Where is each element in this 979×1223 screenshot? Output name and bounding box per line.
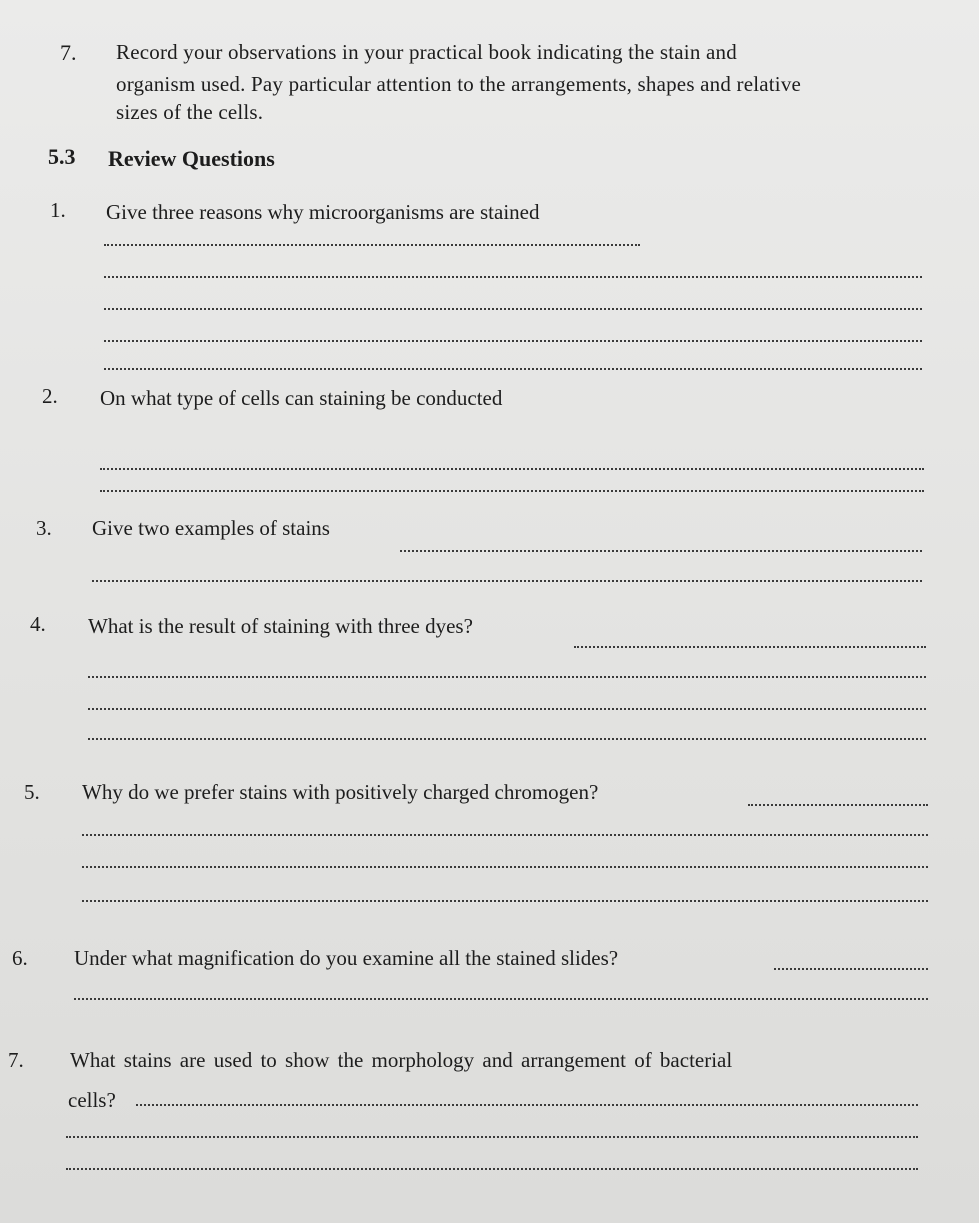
question-7-number: 7. — [8, 1048, 24, 1072]
section-number: 5.3 — [48, 144, 76, 169]
intro-line-3: sizes of the cells. — [116, 100, 264, 124]
answer-line[interactable] — [82, 900, 928, 902]
answer-line[interactable] — [104, 244, 640, 246]
answer-line[interactable] — [88, 708, 926, 710]
intro-line-1: Record your observations in your practical book indicating the stain and — [116, 40, 737, 64]
section-title: Review Questions — [108, 146, 275, 171]
question-3-text: Give two examples of stains — [92, 516, 330, 540]
question-5-number: 5. — [24, 780, 40, 804]
answer-line[interactable] — [574, 646, 926, 648]
intro-number: 7. — [60, 40, 77, 65]
answer-line[interactable] — [92, 580, 922, 582]
answer-line[interactable] — [104, 308, 922, 310]
question-7-text-line-2: cells? — [68, 1088, 116, 1112]
answer-line[interactable] — [100, 490, 924, 492]
intro-line-2: organism used. Pay particular attention to the arrangements, shapes and relative — [116, 72, 802, 96]
question-6-number: 6. — [12, 946, 28, 970]
question-7-text-line-1: What stains are used to show the morphology and arrangement of bacterial — [70, 1048, 733, 1072]
question-6-text: Under what magnification do you examine all the stained slides? — [74, 946, 619, 970]
question-1-text: Give three reasons why microorganisms are stained — [106, 200, 540, 224]
answer-line[interactable] — [774, 968, 928, 970]
question-2-number: 2. — [42, 384, 58, 408]
answer-line[interactable] — [82, 834, 928, 836]
question-1-number: 1. — [50, 198, 66, 222]
answer-line[interactable] — [100, 468, 924, 470]
question-3-number: 3. — [36, 516, 52, 540]
answer-line[interactable] — [104, 276, 922, 278]
answer-line[interactable] — [74, 998, 928, 1000]
answer-line[interactable] — [88, 676, 926, 678]
answer-line[interactable] — [104, 368, 922, 370]
question-4-number: 4. — [30, 612, 46, 636]
answer-line[interactable] — [82, 866, 928, 868]
answer-line[interactable] — [66, 1168, 918, 1170]
answer-line[interactable] — [66, 1136, 918, 1138]
answer-line[interactable] — [104, 340, 922, 342]
question-2-text: On what type of cells can staining be conducted — [100, 386, 503, 410]
question-5-text: Why do we prefer stains with positively charged chromogen? — [82, 780, 599, 804]
answer-line[interactable] — [136, 1104, 918, 1106]
answer-line[interactable] — [748, 804, 928, 806]
question-4-text: What is the result of staining with three dyes? — [88, 614, 473, 638]
answer-line[interactable] — [88, 738, 926, 740]
answer-line[interactable] — [400, 550, 922, 552]
